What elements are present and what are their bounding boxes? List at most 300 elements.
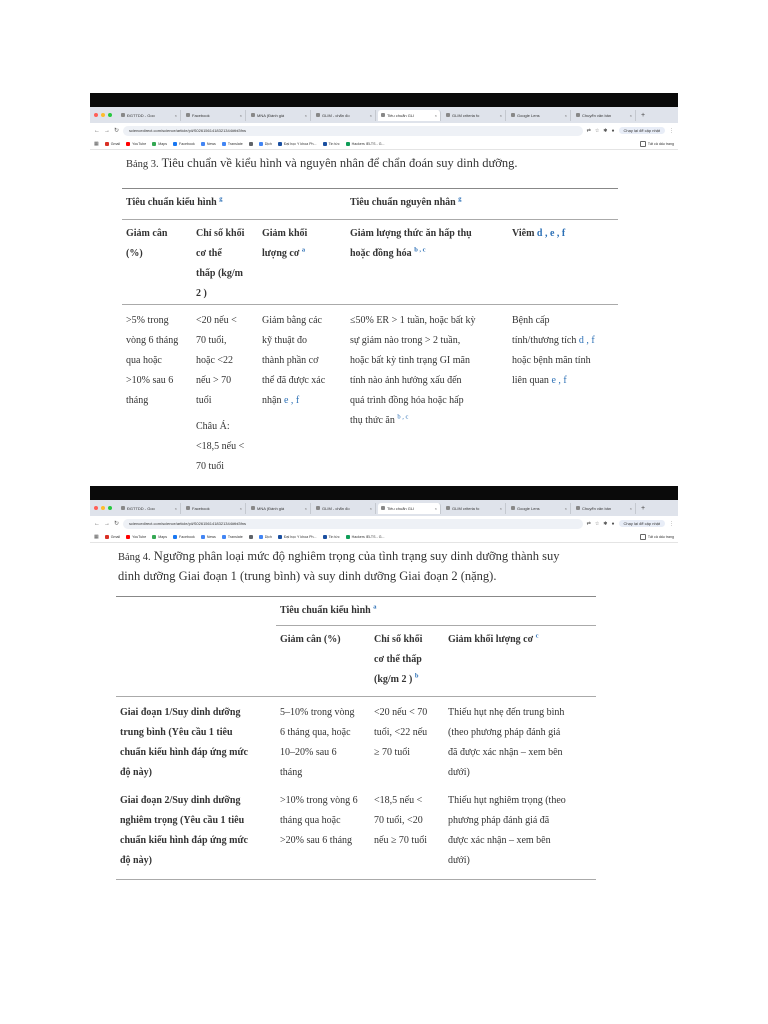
text-line: 70 tuổi, <20 [374, 815, 423, 826]
all-bookmarks-label: Tất cả dấu trang [647, 141, 674, 146]
bookmark-favicon-icon [323, 142, 327, 146]
text-line: Giai đoạn 2/Suy dinh dưỡng [120, 795, 241, 806]
table4-row1-weight [276, 697, 370, 788]
bmi-asia-text [196, 417, 254, 477]
inflam-line4: liên quan [512, 375, 549, 386]
tab-label: MNA (Đánh giá [257, 112, 285, 118]
text-line: 70 tuổi, [196, 335, 227, 346]
table4-group-header [276, 597, 596, 626]
minimize-window-button[interactable] [101, 113, 105, 117]
browser-tab[interactable] [183, 503, 246, 514]
table4-title-line2: dinh dưỡng Giai đoạn 1 (trung bình) và suy dinh dưỡng Giai đoạn 2 (nặng). [118, 569, 497, 583]
text-line: thụ thức ăn [350, 415, 395, 426]
folder-icon [640, 534, 646, 540]
table4-empty-header [116, 626, 276, 697]
table4-row2-bmi [370, 787, 444, 880]
bookmark-star-icon[interactable]: ☆ [594, 520, 600, 527]
bookmark-item[interactable] [346, 142, 385, 146]
tab-label: GLIM - chẩn đo [322, 505, 350, 511]
text-line: phương pháp đánh giá đã [448, 815, 550, 826]
muscle-footnote-links[interactable]: e , f [283, 395, 300, 406]
apps-grid-icon[interactable]: ▦ [94, 140, 99, 147]
text-line: hoặc bất kỳ tình trạng GI mãn [350, 355, 470, 366]
bookmark-item[interactable] [105, 535, 120, 539]
table3-cell-weight-loss [122, 305, 192, 478]
all-bookmarks-label: Tất cả dấu trang [647, 534, 674, 539]
tab-favicon-icon [251, 113, 255, 117]
minimize-window-button[interactable] [101, 506, 105, 510]
text-line: quá trình đồng hóa hoặc hấp [350, 395, 464, 406]
group-footnote[interactable]: a [373, 603, 377, 611]
table4-label: Bảng 4. [118, 552, 151, 563]
back-icon[interactable]: ← [94, 520, 100, 527]
table3-col1-header [122, 220, 192, 305]
bookmark-label: Đại học Y khoa Ph... [283, 141, 317, 146]
window-top-bar [90, 486, 678, 500]
tab-close-icon[interactable]: × [629, 112, 632, 118]
table4-title-line1: Ngưỡng phân loại mức độ nghiêm trọng của tình trạng suy dinh dưỡng thành suy [153, 549, 560, 563]
tab-favicon-icon [251, 506, 255, 510]
tab-close-icon[interactable]: × [564, 112, 567, 118]
tab-list [118, 503, 636, 514]
bookmark-label: Facebook [179, 141, 195, 146]
apps-grid-icon[interactable]: ▦ [94, 533, 99, 540]
bookmark-favicon-icon [126, 142, 130, 146]
tab-favicon-icon [186, 506, 190, 510]
window-controls [94, 113, 112, 117]
bookmark-label: Gmail [110, 534, 121, 539]
maximize-window-button[interactable] [108, 506, 112, 510]
text-line: thấp (kg/m [196, 268, 243, 279]
bookmark-favicon-icon [259, 142, 263, 146]
text-line: tuổi [196, 395, 212, 406]
profile-icon[interactable]: ● [611, 520, 615, 527]
text-line: nghiêm trọng (Yêu cầu 1 tiêu [120, 815, 245, 826]
bookmark-item[interactable] [323, 142, 340, 146]
extensions-icon[interactable]: ✱ [603, 127, 608, 134]
browser-tab[interactable] [573, 503, 636, 514]
group-etio-text: Tiêu chuẩn nguyên nhân [350, 197, 456, 208]
bookmark-item[interactable] [249, 142, 253, 146]
bookmark-label: News [206, 141, 216, 146]
inflam-footnote-links-1[interactable]: d , f [578, 335, 595, 346]
bookmark-label: Maps [158, 534, 168, 539]
url-field[interactable]: sciencedirect.com/science/article/pii/S0261561418321344#tbl3fns [123, 126, 583, 136]
text-line: Giai đoạn 1/Suy dinh dưỡng [120, 707, 241, 718]
table4-row2-label [116, 787, 276, 880]
tab-label: Chuyển văn bản [582, 112, 612, 118]
browser-tab[interactable] [313, 503, 376, 514]
tab-favicon-icon [316, 506, 320, 510]
group-pheno-text: Tiêu chuẩn kiểu hình [126, 197, 217, 208]
text-line: <20 nếu < 70 [374, 707, 428, 718]
bookmark-item[interactable] [105, 142, 120, 146]
text-line: tính nào ảnh hưởng xấu đến [350, 375, 462, 386]
table4-col3-header [444, 626, 596, 697]
inflam-footnote-links-2[interactable]: e , f [551, 375, 567, 386]
browser-tab[interactable] [248, 503, 311, 514]
text-line: Giảm khối [262, 228, 308, 239]
forward-icon[interactable]: → [104, 520, 110, 527]
article-content [90, 154, 678, 477]
extensions-icon[interactable]: ✱ [603, 520, 608, 527]
tab-favicon-icon [446, 506, 450, 510]
bookmark-favicon-icon [323, 535, 327, 539]
window-controls [94, 506, 112, 510]
text-line: >10% trong vòng 6 [280, 795, 358, 806]
browser-tab[interactable] [573, 110, 636, 121]
text-line: Giảm cân [126, 228, 168, 239]
bookmark-item[interactable] [278, 142, 317, 146]
tab-close-icon[interactable]: × [629, 505, 632, 511]
bookmark-item[interactable] [126, 535, 146, 539]
bookmark-label: Facebook [179, 534, 195, 539]
bookmark-label: Gmail [110, 141, 121, 146]
tab-close-icon[interactable]: × [174, 505, 177, 511]
bookmark-favicon-icon [173, 535, 177, 539]
browser-tab[interactable] [378, 503, 441, 514]
text-line: >10% sau 6 [126, 375, 174, 386]
tab-close-icon[interactable]: × [434, 112, 437, 118]
text-line: ≤50% ER > 1 tuần, hoặc bất kỳ [350, 315, 476, 326]
col2-text [374, 630, 440, 685]
col2-footnote[interactable]: b [414, 672, 419, 680]
tab-favicon-icon [381, 506, 385, 510]
tab-label: Facebook [192, 505, 210, 511]
tab-label: GLIM criteria fo [452, 505, 480, 511]
tab-bar [90, 500, 678, 516]
tab-close-icon[interactable]: × [304, 505, 307, 511]
text-line: >5% trong [126, 315, 169, 326]
bookmark-item[interactable] [152, 535, 167, 539]
table3-group-pheno [122, 189, 346, 220]
bookmark-label: YouTube [132, 141, 147, 146]
bookmark-favicon-icon [346, 535, 350, 539]
bookmark-favicon-icon [173, 142, 177, 146]
table3-cell-intake [346, 305, 508, 478]
col4-text [350, 224, 504, 259]
text-line: lượng cơ [262, 248, 300, 259]
bookmark-favicon-icon [259, 535, 263, 539]
text-line: vòng 6 tháng [126, 335, 179, 346]
bookmark-favicon-icon [222, 142, 226, 146]
bookmark-favicon-icon [346, 142, 350, 146]
text-line: 5–10% trong vòng [280, 707, 355, 718]
tab-favicon-icon [186, 113, 190, 117]
table4-row2-weight [276, 787, 370, 880]
table3-col2-header [192, 220, 258, 305]
bookmarks-bar [90, 531, 678, 543]
bookmark-list [105, 142, 385, 146]
text-line: chuẩn kiểu hình đáp ứng mức [120, 747, 248, 758]
article-content [90, 547, 678, 880]
inflam-line2: tính/thương tích [512, 335, 577, 346]
tab-label: MNA (Đánh giá [257, 505, 285, 511]
table3-cell-inflammation [508, 305, 618, 478]
tab-label: Google Lens [517, 505, 540, 511]
text-line: hoặc <22 [196, 355, 234, 366]
text-line: Chỉ số khối [196, 228, 245, 239]
table3-cell-bmi [192, 305, 258, 478]
bookmark-label: Maps [158, 141, 168, 146]
text-line: nếu > 70 [196, 375, 232, 386]
menu-icon[interactable]: ⋮ [669, 520, 674, 527]
tab-close-icon[interactable]: × [499, 112, 502, 118]
text-line: ≥ 70 tuổi [374, 747, 411, 758]
table4-col1-header: Giảm cân (%) [280, 634, 341, 645]
translate-icon[interactable]: ⇄ [586, 520, 591, 527]
bookmark-label: News [206, 534, 216, 539]
text-line: qua hoặc [126, 355, 162, 366]
table3 [122, 188, 618, 477]
text-line: chuẩn kiểu hình đáp ứng mức [120, 835, 248, 846]
window-top-bar [90, 93, 678, 107]
bookmark-favicon-icon [152, 535, 156, 539]
browser-tab[interactable] [508, 503, 571, 514]
screenshot-table-3 [90, 93, 678, 485]
reload-icon[interactable]: ↻ [114, 128, 120, 134]
text-line: được xác nhận – xem bên [448, 835, 551, 846]
text-line: >20% sau 6 tháng [280, 835, 353, 846]
bookmark-favicon-icon [278, 535, 282, 539]
new-tab-button[interactable]: + [641, 504, 646, 512]
text-line: độ này) [120, 855, 152, 866]
text-line: dưới) [448, 767, 470, 778]
bookmark-favicon-icon [222, 535, 226, 539]
folder-icon [640, 141, 646, 147]
text-line: tháng [126, 395, 149, 406]
browser-tab[interactable] [313, 110, 376, 121]
url-field[interactable]: sciencedirect.com/science/article/pii/S0261561418321344#tbl3fns [123, 519, 583, 529]
table3-title: Tiêu chuẩn về kiểu hình và nguyên nhân để chẩn đoán suy dinh dưỡng. [161, 156, 518, 170]
tab-close-icon[interactable]: × [564, 505, 567, 511]
bookmark-item[interactable] [222, 535, 243, 539]
screenshot-table-4 [90, 486, 678, 878]
text-line: <18,5 nếu < [374, 795, 423, 806]
all-bookmarks-link[interactable] [640, 534, 674, 540]
tab-label: Tiêu chuẩn GLI [387, 505, 415, 511]
bookmark-item[interactable] [249, 535, 253, 539]
table4-empty-corner [116, 597, 276, 626]
table4 [116, 596, 596, 880]
tab-close-icon[interactable]: × [369, 505, 372, 511]
bookmark-favicon-icon [105, 142, 109, 146]
text-line: (%) [126, 248, 143, 259]
bookmark-item[interactable] [323, 535, 340, 539]
table3-label: Bảng 3. [126, 159, 159, 170]
table4-row1-muscle [444, 697, 596, 788]
col3-footnote[interactable]: c [535, 632, 539, 640]
tab-favicon-icon [316, 113, 320, 117]
col3-footnote[interactable]: a [301, 246, 306, 254]
browser-tab[interactable] [443, 110, 506, 121]
tab-favicon-icon [511, 113, 515, 117]
table4-col2-header [370, 626, 444, 697]
browser-tab[interactable] [118, 110, 181, 121]
browser-tab[interactable] [378, 110, 441, 121]
tab-label: GLIM - chẩn đo [322, 112, 350, 118]
bookmark-favicon-icon [152, 142, 156, 146]
bookmark-label: Tin tức [328, 534, 340, 539]
text-line: Thiếu hụt nhẹ đến trung bình [448, 707, 565, 718]
address-bar-row [90, 516, 678, 531]
inflam-line1: Bệnh cấp [512, 315, 550, 326]
text-line: cơ thể [196, 248, 222, 259]
bookmarks-bar [90, 138, 678, 150]
bookmark-item[interactable] [173, 142, 195, 146]
text-line: trung bình (Yêu cầu 1 tiêu [120, 727, 233, 738]
table3-caption [126, 154, 678, 174]
tab-close-icon[interactable]: × [434, 505, 437, 511]
bookmark-item[interactable] [346, 535, 385, 539]
maximize-window-button[interactable] [108, 113, 112, 117]
tab-label: Google Lens [517, 112, 540, 118]
table3-col4-header [346, 220, 508, 305]
intake-footnote[interactable]: b , c [397, 413, 409, 421]
tab-label: GLIM criteria fo [452, 112, 480, 118]
browser-tab[interactable] [118, 503, 181, 514]
reload-icon[interactable]: ↻ [114, 521, 120, 527]
tab-close-icon[interactable]: × [304, 112, 307, 118]
menu-icon[interactable]: ⋮ [669, 127, 674, 134]
col4-footnote[interactable]: b , c [414, 246, 426, 254]
text-line: (theo phương pháp đánh giá [448, 727, 561, 738]
text-line: kỹ thuật đo [262, 335, 307, 346]
tab-label: Tiêu chuẩn GLI [387, 112, 415, 118]
bookmark-item[interactable] [259, 142, 272, 146]
tab-close-icon[interactable]: × [369, 112, 372, 118]
update-button[interactable]: Chạy lại để cập nhật [619, 520, 665, 527]
bookmark-label: Hackers IELTS - G... [351, 141, 385, 146]
tab-close-icon[interactable]: × [239, 505, 242, 511]
table4-row1-label [116, 697, 276, 788]
text-line: tuổi, <22 nếu [374, 727, 428, 738]
bookmark-label: Translate [227, 141, 243, 146]
new-tab-button[interactable]: + [641, 111, 646, 119]
text-line: Giảm lượng thức ăn hấp thụ [350, 228, 472, 239]
browser-tab[interactable] [183, 110, 246, 121]
all-bookmarks-link[interactable] [640, 141, 674, 147]
text-line: cơ thể thấp [374, 654, 422, 665]
text-line: thể đã được xác [262, 375, 326, 386]
browser-tab[interactable] [443, 503, 506, 514]
table4-row1-bmi [370, 697, 444, 788]
text-line: tháng qua hoặc [280, 815, 341, 826]
tab-list [118, 110, 636, 121]
bookmark-favicon-icon [105, 535, 109, 539]
bookmark-label: Hackers IELTS - G... [351, 534, 385, 539]
update-button[interactable]: Chạy lại để cập nhật [619, 127, 665, 134]
text-line: 70 tuổi [196, 461, 225, 472]
profile-icon[interactable]: ● [611, 127, 615, 134]
text-line: Thiếu hụt nghiêm trọng (theo [448, 795, 566, 806]
group-pheno-footnote[interactable]: g [219, 195, 223, 203]
bookmark-item[interactable] [259, 535, 272, 539]
tab-favicon-icon [576, 506, 580, 510]
col3-text: Giảm khối lượng cơ [448, 634, 534, 645]
tab-label: ĐGTTDD - Goo [127, 112, 155, 118]
bookmark-item[interactable] [126, 142, 146, 146]
bookmark-favicon-icon [201, 535, 205, 539]
back-icon[interactable]: ← [94, 127, 100, 134]
tab-favicon-icon [446, 113, 450, 117]
text-line: <18,5 nếu < [196, 441, 245, 452]
text-line: tháng [280, 767, 303, 778]
text-line: 10–20% sau 6 [280, 747, 337, 758]
text-line: độ này) [120, 767, 152, 778]
tab-close-icon[interactable]: × [499, 505, 502, 511]
browser-tab[interactable] [508, 110, 571, 121]
tab-favicon-icon [121, 113, 125, 117]
text-line: dưới) [448, 855, 470, 866]
text-line: Châu Á: [196, 421, 230, 432]
table4-row2-muscle [444, 787, 596, 880]
text-line: <20 nếu < [196, 315, 237, 326]
bookmark-favicon-icon [249, 142, 253, 146]
translate-icon[interactable]: ⇄ [586, 127, 591, 134]
text-line: 6 tháng qua, hoặc [280, 727, 351, 738]
text-line: nhận [262, 395, 282, 406]
bookmark-favicon-icon [126, 535, 130, 539]
close-window-button[interactable] [94, 113, 98, 117]
bookmark-item[interactable] [222, 142, 243, 146]
browser-tab[interactable] [248, 110, 311, 121]
tab-label: Chuyển văn bản [582, 505, 612, 511]
tab-favicon-icon [576, 113, 580, 117]
text-line: thành phần cơ [262, 355, 319, 366]
tab-label: Facebook [192, 112, 210, 118]
text-line: Chỉ số khối [374, 634, 423, 645]
bookmark-label: Dịch [264, 141, 272, 146]
text-line: 2 ) [196, 288, 207, 299]
table3-group-etio [346, 189, 618, 220]
text-line: sự giảm nào trong > 2 tuần, [350, 335, 461, 346]
text-line: hoặc đồng hóa [350, 248, 412, 259]
bookmark-star-icon[interactable]: ☆ [594, 127, 600, 134]
bookmark-label: Translate [227, 534, 243, 539]
tab-favicon-icon [381, 113, 385, 117]
table3-col5-header [508, 220, 618, 305]
table3-col3-header [258, 220, 346, 305]
text-line: Giảm bằng các [262, 315, 322, 326]
bookmark-item[interactable] [152, 142, 167, 146]
forward-icon[interactable]: → [104, 127, 110, 134]
bookmark-item[interactable] [201, 535, 216, 539]
group-etio-footnote[interactable]: g [458, 195, 462, 203]
bookmark-label: Đại học Y khoa Ph... [283, 534, 317, 539]
bookmark-label: Tin tức [328, 141, 340, 146]
bookmark-favicon-icon [278, 142, 282, 146]
close-window-button[interactable] [94, 506, 98, 510]
bookmark-item[interactable] [173, 535, 195, 539]
bookmark-item[interactable] [201, 142, 216, 146]
col5-footnote-links[interactable]: d , e , f [536, 228, 566, 239]
bookmark-item[interactable] [278, 535, 317, 539]
bookmark-label: YouTube [132, 534, 147, 539]
bookmark-favicon-icon [201, 142, 205, 146]
address-bar-row [90, 123, 678, 138]
tab-close-icon[interactable]: × [174, 112, 177, 118]
bookmark-list [105, 535, 385, 539]
group-text: Tiêu chuẩn kiểu hình [280, 605, 371, 616]
muscle-text [262, 311, 342, 406]
bookmark-favicon-icon [249, 535, 253, 539]
tab-close-icon[interactable]: × [239, 112, 242, 118]
inflam-line3: hoặc bệnh mãn tính [512, 355, 591, 366]
tab-favicon-icon [121, 506, 125, 510]
table4-caption [118, 547, 678, 586]
text-line: nếu ≥ 70 tuổi [374, 835, 427, 846]
